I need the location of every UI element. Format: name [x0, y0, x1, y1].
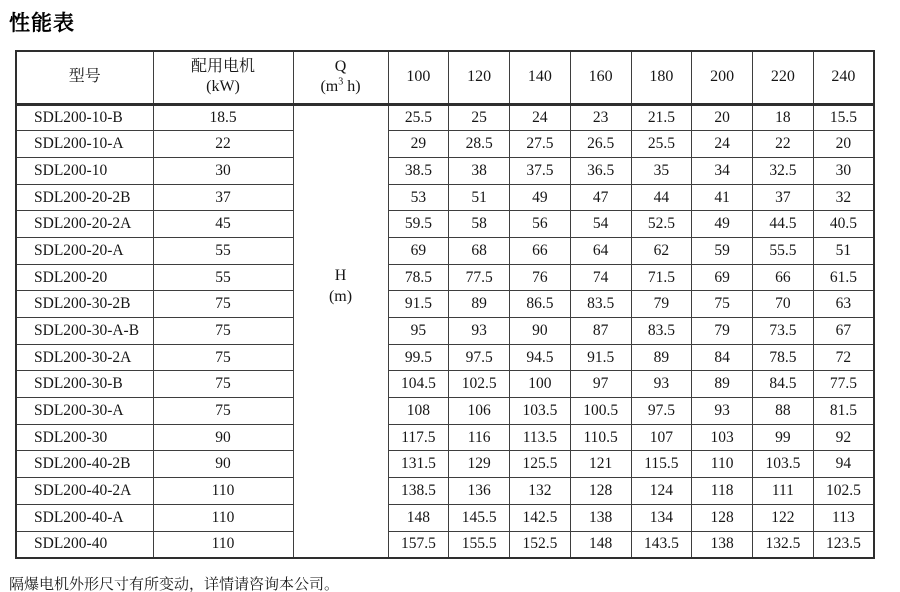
value-cell: 103.5 — [753, 451, 814, 478]
value-cell: 25.5 — [631, 131, 692, 158]
table-row — [16, 157, 874, 184]
value-cell: 118 — [692, 478, 753, 505]
table-row — [16, 371, 874, 398]
model-cell: SDL200-20-2B — [16, 184, 153, 211]
value-cell: 111 — [753, 478, 814, 505]
value-cell: 103.5 — [510, 398, 571, 425]
value-cell: 66 — [753, 264, 814, 291]
value-cell: 51 — [449, 184, 510, 211]
model-cell: SDL200-10-A — [16, 131, 153, 158]
table-row — [16, 504, 874, 531]
value-cell: 47 — [570, 184, 631, 211]
value-cell: 138 — [692, 531, 753, 558]
table-row — [16, 424, 874, 451]
power-cell: 75 — [153, 291, 293, 318]
power-cell: 55 — [153, 264, 293, 291]
value-cell: 27.5 — [510, 131, 571, 158]
value-cell: 128 — [570, 478, 631, 505]
model-cell: SDL200-40-2A — [16, 478, 153, 505]
value-cell: 148 — [570, 531, 631, 558]
value-cell: 152.5 — [510, 531, 571, 558]
value-cell: 79 — [692, 318, 753, 345]
value-cell: 83.5 — [631, 318, 692, 345]
power-cell: 55 — [153, 237, 293, 264]
h-label: H — [334, 266, 347, 284]
motor-header-unit: (kW) — [206, 78, 240, 96]
model-cell: SDL200-10 — [16, 157, 153, 184]
power-cell: 90 — [153, 424, 293, 451]
header-row — [16, 51, 874, 104]
value-cell: 30 — [813, 157, 874, 184]
value-cell: 125.5 — [510, 451, 571, 478]
model-cell: SDL200-10-B — [16, 104, 153, 131]
value-cell: 69 — [388, 237, 449, 264]
value-cell: 87 — [570, 318, 631, 345]
value-cell: 34 — [692, 157, 753, 184]
value-cell: 68 — [449, 237, 510, 264]
col-header-flow-120: 120 — [449, 51, 510, 104]
q-label: Q — [334, 58, 347, 76]
table-row — [16, 478, 874, 505]
col-header-flow-220: 220 — [753, 51, 814, 104]
table-row — [16, 104, 874, 131]
table-row — [16, 451, 874, 478]
col-header-flow-100: 100 — [388, 51, 449, 104]
table-row — [16, 531, 874, 558]
value-cell: 37 — [753, 184, 814, 211]
value-cell: 75 — [692, 291, 753, 318]
model-cell: SDL200-20-2A — [16, 211, 153, 238]
value-cell: 63 — [813, 291, 874, 318]
value-cell: 44 — [631, 184, 692, 211]
head-unit-cell — [293, 104, 388, 558]
value-cell: 142.5 — [510, 504, 571, 531]
power-cell: 75 — [153, 371, 293, 398]
table-row — [16, 237, 874, 264]
q-unit: ($m^3$ h) — [320, 76, 361, 96]
value-cell: 129 — [449, 451, 510, 478]
model-cell: SDL200-20-A — [16, 237, 153, 264]
value-cell: 78.5 — [753, 344, 814, 371]
value-cell: 74 — [570, 264, 631, 291]
value-cell: 36.5 — [570, 157, 631, 184]
value-cell: 110.5 — [570, 424, 631, 451]
value-cell: 83.5 — [570, 291, 631, 318]
value-cell: 157.5 — [388, 531, 449, 558]
value-cell: 91.5 — [388, 291, 449, 318]
value-cell: 122 — [753, 504, 814, 531]
col-header-flow-160: 160 — [570, 51, 631, 104]
model-cell: SDL200-20 — [16, 264, 153, 291]
value-cell: 106 — [449, 398, 510, 425]
value-cell: 124 — [631, 478, 692, 505]
value-cell: 100.5 — [570, 398, 631, 425]
power-cell: 75 — [153, 398, 293, 425]
value-cell: 73.5 — [753, 318, 814, 345]
value-cell: 134 — [631, 504, 692, 531]
value-cell: 115.5 — [631, 451, 692, 478]
value-cell: 138.5 — [388, 478, 449, 505]
power-cell: 22 — [153, 131, 293, 158]
value-cell: 52.5 — [631, 211, 692, 238]
value-cell: 132 — [510, 478, 571, 505]
value-cell: 56 — [510, 211, 571, 238]
value-cell: 102.5 — [449, 371, 510, 398]
model-cell: SDL200-30 — [16, 424, 153, 451]
value-cell: 81.5 — [813, 398, 874, 425]
value-cell: 97.5 — [449, 344, 510, 371]
value-cell: 20 — [692, 104, 753, 131]
value-cell: 113 — [813, 504, 874, 531]
performance-table — [15, 50, 875, 559]
col-header-flow — [293, 51, 388, 104]
value-cell: 32.5 — [753, 157, 814, 184]
col-header-flow-200: 200 — [692, 51, 753, 104]
value-cell: 76 — [510, 264, 571, 291]
footer-note: 隔爆电机外形尺寸有所变动，详情请咨询本公司。 — [9, 576, 340, 592]
value-cell: 67 — [813, 318, 874, 345]
value-cell: 58 — [449, 211, 510, 238]
value-cell: 104.5 — [388, 371, 449, 398]
value-cell: 145.5 — [449, 504, 510, 531]
motor-header-label: 配用电机 — [190, 58, 255, 76]
model-cell: SDL200-30-A-B — [16, 318, 153, 345]
power-cell: 110 — [153, 531, 293, 558]
value-cell: 123.5 — [813, 531, 874, 558]
value-cell: 99 — [753, 424, 814, 451]
col-header-flow-180: 180 — [631, 51, 692, 104]
value-cell: 89 — [692, 371, 753, 398]
value-cell: 64 — [570, 237, 631, 264]
power-cell: 110 — [153, 504, 293, 531]
value-cell: 94.5 — [510, 344, 571, 371]
model-cell: SDL200-30-2A — [16, 344, 153, 371]
value-cell: 84 — [692, 344, 753, 371]
value-cell: 49 — [692, 211, 753, 238]
value-cell: 97.5 — [631, 398, 692, 425]
value-cell: 28.5 — [449, 131, 510, 158]
table-row — [16, 264, 874, 291]
value-cell: 21.5 — [631, 104, 692, 131]
value-cell: 69 — [692, 264, 753, 291]
power-cell: 45 — [153, 211, 293, 238]
value-cell: 91.5 — [570, 344, 631, 371]
table-body — [16, 104, 874, 558]
value-cell: 70 — [753, 291, 814, 318]
table-row — [16, 344, 874, 371]
value-cell: 20 — [813, 131, 874, 158]
value-cell: 37.5 — [510, 157, 571, 184]
value-cell: 44.5 — [753, 211, 814, 238]
value-cell: 132.5 — [753, 531, 814, 558]
value-cell: 128 — [692, 504, 753, 531]
value-cell: 32 — [813, 184, 874, 211]
col-header-flow-240: 240 — [813, 51, 874, 104]
value-cell: 40.5 — [813, 211, 874, 238]
value-cell: 49 — [510, 184, 571, 211]
value-cell: 92 — [813, 424, 874, 451]
table-row — [16, 211, 874, 238]
value-cell: 103 — [692, 424, 753, 451]
value-cell: 72 — [813, 344, 874, 371]
h-unit: (m) — [328, 288, 353, 306]
value-cell: 62 — [631, 237, 692, 264]
value-cell: 38 — [449, 157, 510, 184]
value-cell: 77.5 — [813, 371, 874, 398]
power-cell: 30 — [153, 157, 293, 184]
value-cell: 84.5 — [753, 371, 814, 398]
value-cell: 93 — [631, 371, 692, 398]
model-cell: SDL200-30-B — [16, 371, 153, 398]
value-cell: 54 — [570, 211, 631, 238]
value-cell: 121 — [570, 451, 631, 478]
value-cell: 77.5 — [449, 264, 510, 291]
value-cell: 93 — [449, 318, 510, 345]
value-cell: 24 — [510, 104, 571, 131]
value-cell: 35 — [631, 157, 692, 184]
value-cell: 24 — [692, 131, 753, 158]
value-cell: 18 — [753, 104, 814, 131]
value-cell: 107 — [631, 424, 692, 451]
value-cell: 138 — [570, 504, 631, 531]
value-cell: 95 — [388, 318, 449, 345]
value-cell: 99.5 — [388, 344, 449, 371]
page-title: 性能表 — [9, 12, 75, 35]
value-cell: 22 — [753, 131, 814, 158]
value-cell: 117.5 — [388, 424, 449, 451]
model-cell: SDL200-30-2B — [16, 291, 153, 318]
value-cell: 71.5 — [631, 264, 692, 291]
table-row — [16, 131, 874, 158]
value-cell: 155.5 — [449, 531, 510, 558]
value-cell: 90 — [510, 318, 571, 345]
col-header-model: 型号 — [16, 51, 153, 104]
value-cell: 93 — [692, 398, 753, 425]
value-cell: 41 — [692, 184, 753, 211]
model-cell: SDL200-40-2B — [16, 451, 153, 478]
table-row — [16, 398, 874, 425]
model-cell: SDL200-40-A — [16, 504, 153, 531]
value-cell: 131.5 — [388, 451, 449, 478]
value-cell: 23 — [570, 104, 631, 131]
power-cell: 75 — [153, 344, 293, 371]
value-cell: 143.5 — [631, 531, 692, 558]
value-cell: 89 — [631, 344, 692, 371]
model-cell: SDL200-40 — [16, 531, 153, 558]
value-cell: 25 — [449, 104, 510, 131]
value-cell: 25.5 — [388, 104, 449, 131]
value-cell: 113.5 — [510, 424, 571, 451]
value-cell: 26.5 — [570, 131, 631, 158]
value-cell: 79 — [631, 291, 692, 318]
value-cell: 94 — [813, 451, 874, 478]
power-cell: 75 — [153, 318, 293, 345]
value-cell: 108 — [388, 398, 449, 425]
value-cell: 59.5 — [388, 211, 449, 238]
value-cell: 78.5 — [388, 264, 449, 291]
col-header-motor — [153, 51, 293, 104]
value-cell: 97 — [570, 371, 631, 398]
value-cell: 110 — [692, 451, 753, 478]
value-cell: 53 — [388, 184, 449, 211]
table-row — [16, 184, 874, 211]
value-cell: 102.5 — [813, 478, 874, 505]
value-cell: 66 — [510, 237, 571, 264]
value-cell: 88 — [753, 398, 814, 425]
col-header-flow-140: 140 — [510, 51, 571, 104]
value-cell: 59 — [692, 237, 753, 264]
value-cell: 15.5 — [813, 104, 874, 131]
model-cell: SDL200-30-A — [16, 398, 153, 425]
value-cell: 116 — [449, 424, 510, 451]
value-cell: 100 — [510, 371, 571, 398]
value-cell: 29 — [388, 131, 449, 158]
value-cell: 51 — [813, 237, 874, 264]
table-row — [16, 318, 874, 345]
power-cell: 90 — [153, 451, 293, 478]
power-cell: 37 — [153, 184, 293, 211]
table-row — [16, 291, 874, 318]
value-cell: 38.5 — [388, 157, 449, 184]
value-cell: 148 — [388, 504, 449, 531]
value-cell: 89 — [449, 291, 510, 318]
value-cell: 86.5 — [510, 291, 571, 318]
power-cell: 18.5 — [153, 104, 293, 131]
value-cell: 136 — [449, 478, 510, 505]
value-cell: 61.5 — [813, 264, 874, 291]
power-cell: 110 — [153, 478, 293, 505]
value-cell: 55.5 — [753, 237, 814, 264]
